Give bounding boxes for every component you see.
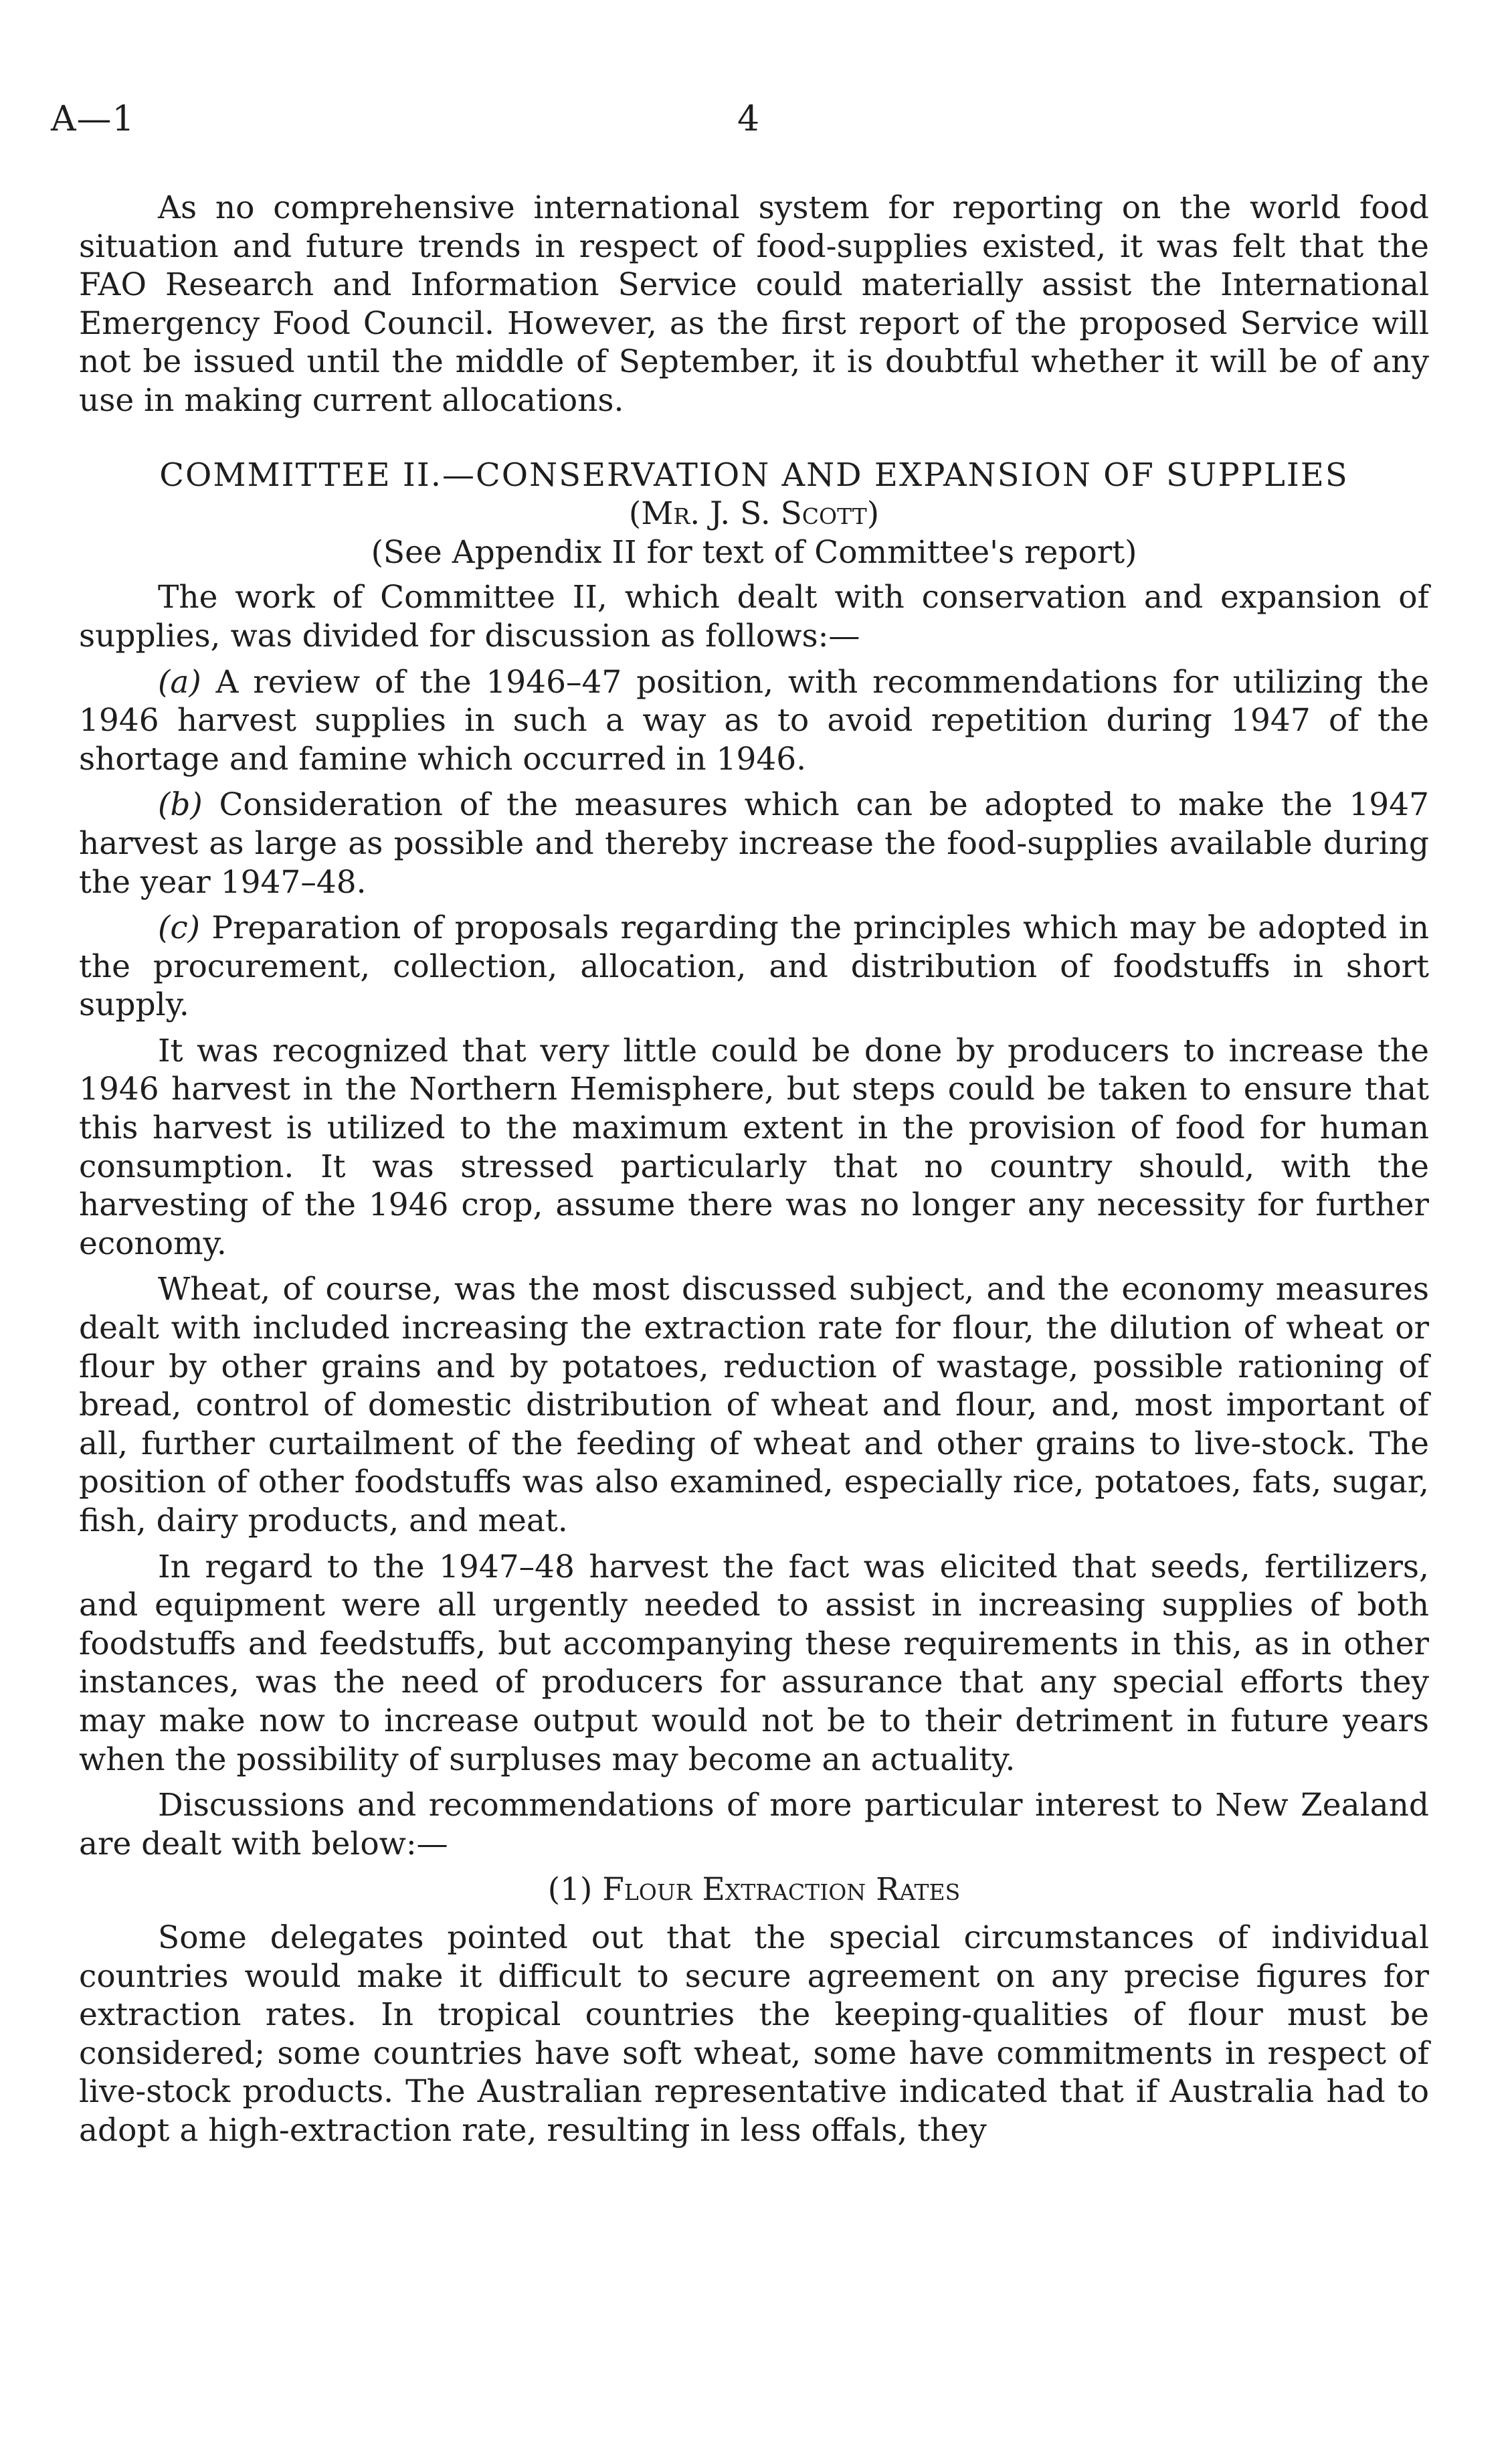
committee-heading: COMMITTEE II.—CONSERVATION AND EXPANSION OF SUPPLIES	[159, 456, 1349, 494]
committee-chair: (Mr. J. S. Scott)	[628, 495, 880, 533]
section-heading-flour: (1) Flour Extraction Rates	[547, 1871, 961, 1909]
appendix-note: (See Appendix II for text of Committee's report)	[371, 533, 1137, 571]
list-item-text: A review of the 1946–47 position, with recommendations for utilizing the 1946 harvest supplies in such a way as to avoid repetition during 1947 of the shortage and famine which occurred in 1946.	[79, 663, 1429, 778]
paragraph-wheat: Wheat, of course, was the most discussed subject, and the economy measures dealt with included increasing the extraction rate for flour, the dilution of wheat or flour by other grains and by potatoes, reduction of wastage, possible rationing of bread, control of domestic distribution of wheat and flour, and, most important of all, further curtailment of the feeding of wheat and other grains to live-stock. The position of other foodstuffs was also examined, especially rice, potatoes, fats, sugar, fish, dairy products, and meat.	[79, 1271, 1429, 1539]
list-item-label: (b)	[158, 786, 203, 824]
list-item	[79, 786, 1429, 901]
paragraph-discussions: Discussions and recommendations of more particular interest to New Zealand are dealt with below:—	[79, 1787, 1429, 1862]
paragraph-intro: As no comprehensive international system for reporting on the world food situation and future trends in respect of food-supplies existed, it was felt that the FAO Research and Information Service could materially assist the International Emergency Food Council. However, as the first report of the proposed Service will not be issued until the middle of September, it is doubtful whether it will be of any use in making current allocations.	[79, 189, 1429, 419]
list-item-label: (c)	[158, 909, 200, 947]
paragraph-committee-work: The work of Committee II, which dealt with conservation and expansion of supplies, was divided for discussion as follows:—	[79, 579, 1429, 654]
document-reference: A—1	[51, 99, 135, 139]
list-item-label: (a)	[158, 663, 201, 701]
list-item-text: Consideration of the measures which can be adopted to make the 1947 harvest as large as possible and thereby increase the food-supplies available during the year 1947–48.	[79, 786, 1429, 901]
paragraph-harvest: In regard to the 1947–48 harvest the fact was elicited that seeds, fertilizers, and equipment were all urgently needed to assist in increasing supplies of both foodstuffs and feedstuffs, but accompanying these requirements in this, as in other instances, was the need of producers for assurance that any special efforts they may make now to increase output would not be to their detriment in future years when the possibility of surpluses may become an actuality.	[79, 1548, 1429, 1778]
list-item-text: Preparation of proposals regarding the principles which may be adopted in the procurement, collection, allocation, and distribution of foodstuffs in short supply.	[79, 909, 1429, 1024]
paragraph-flour: Some delegates pointed out that the special circumstances of individual countries would make it difficult to secure agreement on any precise figures for extraction rates. In tropical countries the keeping-qualities of flour must be considered; some countries have soft wheat, some have commitments in respect of live-stock products. The Australian representative indicated that if Australia had to adopt a high-extraction rate, resulting in less offals, they	[79, 1919, 1429, 2149]
body-text	[79, 189, 1429, 2158]
list-item	[79, 663, 1429, 779]
paragraph-recognized: It was recognized that very little could be done by producers to increase the 1946 harvest in the Northern Hemisphere, but steps could be taken to ensure that this harvest is utilized to the maximum extent in the provision of food for human consumption. It was stressed particularly that no country should, with the harvesting of the 1946 crop, assume there was no longer any necessity for further economy.	[79, 1032, 1429, 1262]
page-number: 4	[737, 99, 760, 139]
list-item	[79, 909, 1429, 1025]
